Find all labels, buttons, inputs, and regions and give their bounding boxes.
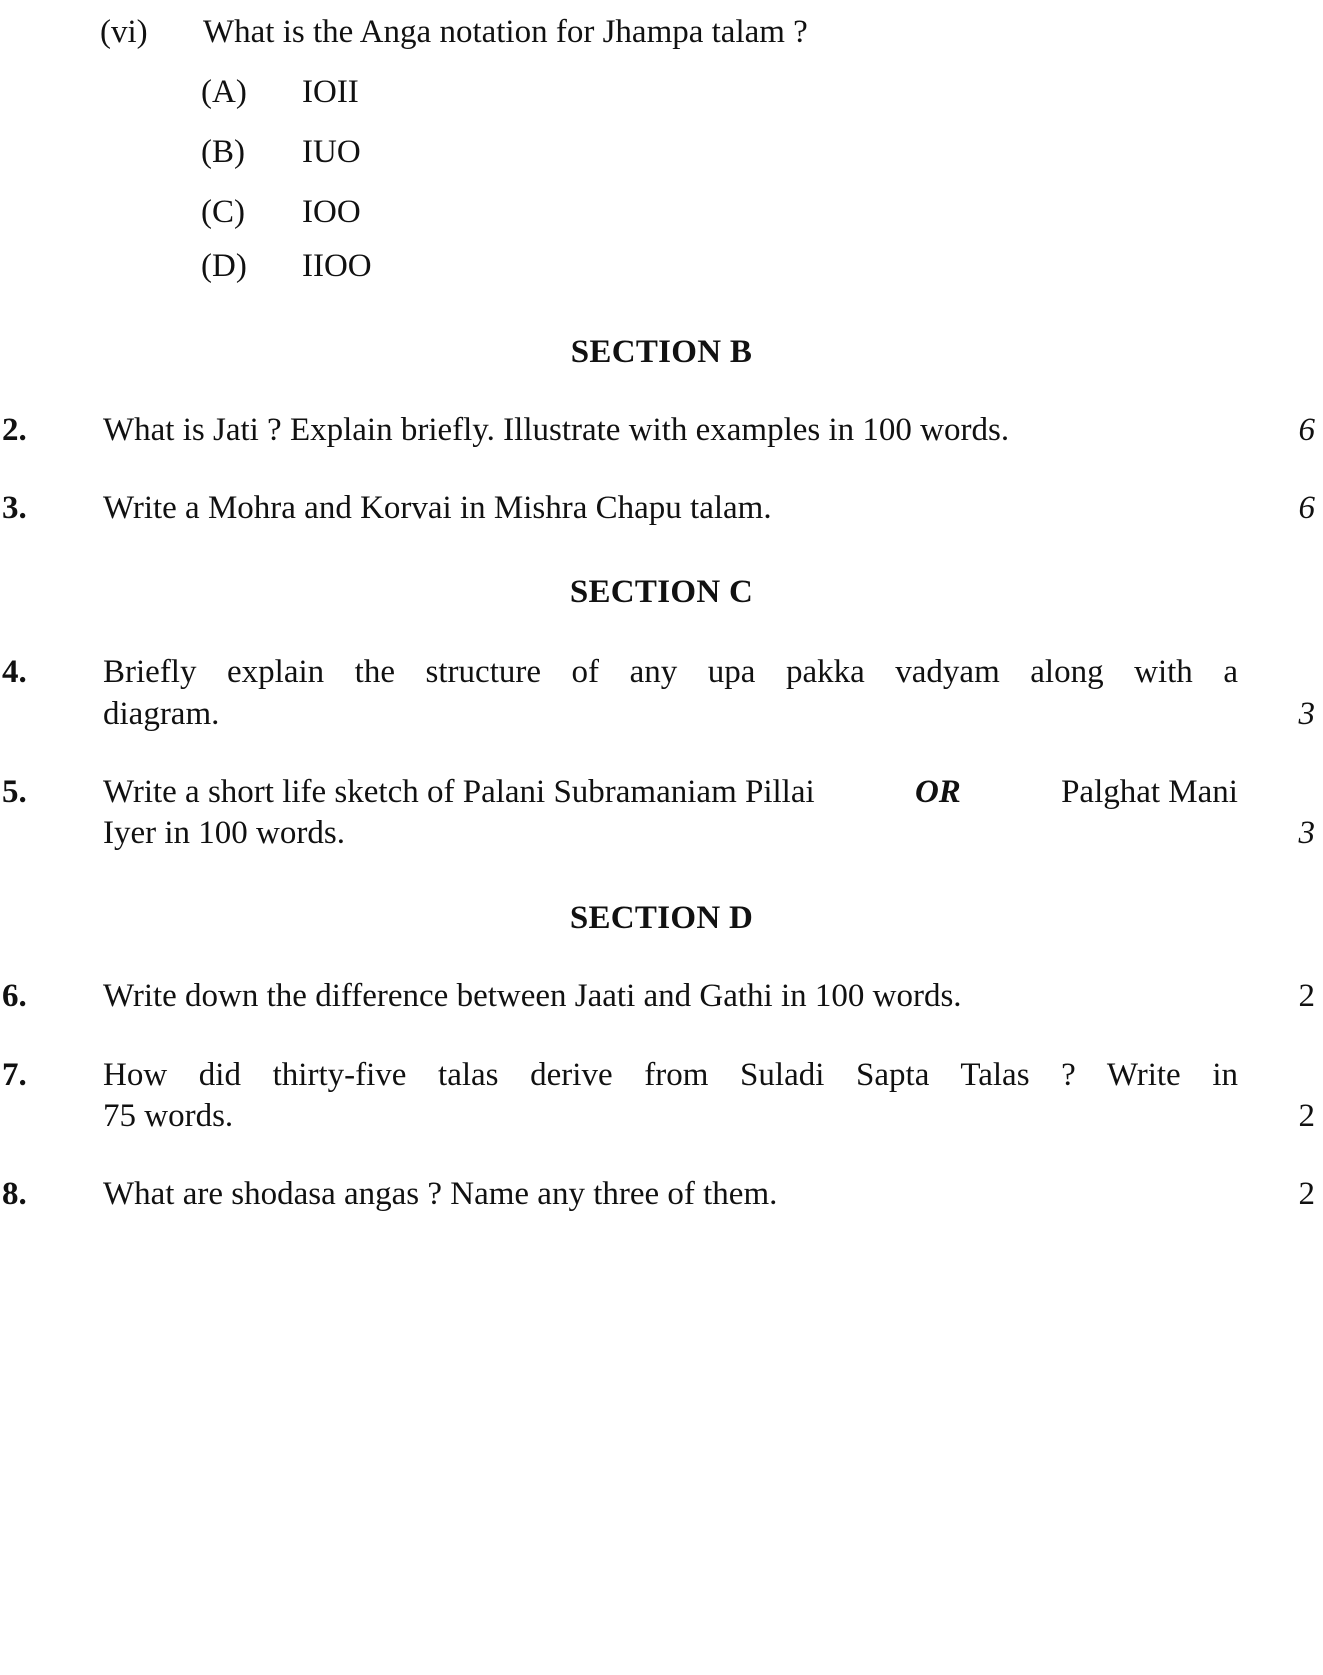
question-3-marks: 6 — [1298, 490, 1315, 526]
question-8-number: 8. — [2, 1176, 27, 1212]
question-5-or-emphasis: OR — [914, 774, 961, 810]
section-c-heading: SECTION C — [569, 574, 754, 610]
option-d-value: IIOO — [302, 248, 372, 284]
question-6-text: Write down the difference between Jaati and Gathi in 100 words. — [103, 978, 962, 1014]
question-5-marks: 3 — [1298, 815, 1315, 851]
option-b-value: IUO — [302, 134, 361, 170]
question-4-text-line1: Briefly explain the structure of any upa pakka vadyam along with a — [103, 654, 1238, 690]
option-d-label: (D) — [201, 248, 247, 284]
question-8-marks: 2 — [1298, 1176, 1315, 1212]
mcq-number: (vi) — [100, 14, 148, 50]
question-6-number: 6. — [2, 978, 27, 1014]
option-c-value: IOO — [302, 194, 361, 230]
question-5-text-line1 — [103, 770, 1238, 814]
question-5-text-before: Write a short life sketch of Palani Subramaniam Pillai — [103, 774, 815, 810]
question-5-text-line2: Iyer in 100 words. — [103, 815, 345, 851]
question-2-number: 2. — [2, 412, 27, 448]
question-7-number: 7. — [2, 1057, 27, 1093]
question-4-text-line2: diagram. — [103, 696, 220, 732]
option-c-label: (C) — [201, 194, 245, 230]
question-2-marks: 6 — [1298, 412, 1315, 448]
option-a-label: (A) — [201, 74, 247, 110]
section-b-heading: SECTION B — [570, 334, 753, 370]
question-2-text: What is Jati ? Explain briefly. Illustrate with examples in 100 words. — [103, 412, 1010, 448]
question-8-text: What are shodasa angas ? Name any three of them. — [103, 1176, 778, 1212]
question-7-text-line2: 75 words. — [103, 1098, 234, 1134]
question-4-marks: 3 — [1298, 696, 1315, 732]
question-5-number: 5. — [2, 774, 27, 810]
option-a-value: IOII — [302, 74, 359, 110]
question-5-text-after: Palghat Mani — [1061, 774, 1238, 810]
section-d-heading: SECTION D — [569, 900, 754, 936]
question-3-number: 3. — [2, 490, 27, 526]
question-3-text: Write a Mohra and Korvai in Mishra Chapu talam. — [103, 490, 772, 526]
question-7-text-line1: How did thirty-five talas derive from Suladi Sapta Talas ? Write in — [103, 1057, 1238, 1093]
mcq-question: What is the Anga notation for Jhampa talam ? — [203, 14, 808, 50]
question-7-marks: 2 — [1298, 1098, 1315, 1134]
question-6-marks: 2 — [1298, 978, 1315, 1014]
option-b-label: (B) — [201, 134, 245, 170]
question-4-number: 4. — [2, 654, 27, 690]
